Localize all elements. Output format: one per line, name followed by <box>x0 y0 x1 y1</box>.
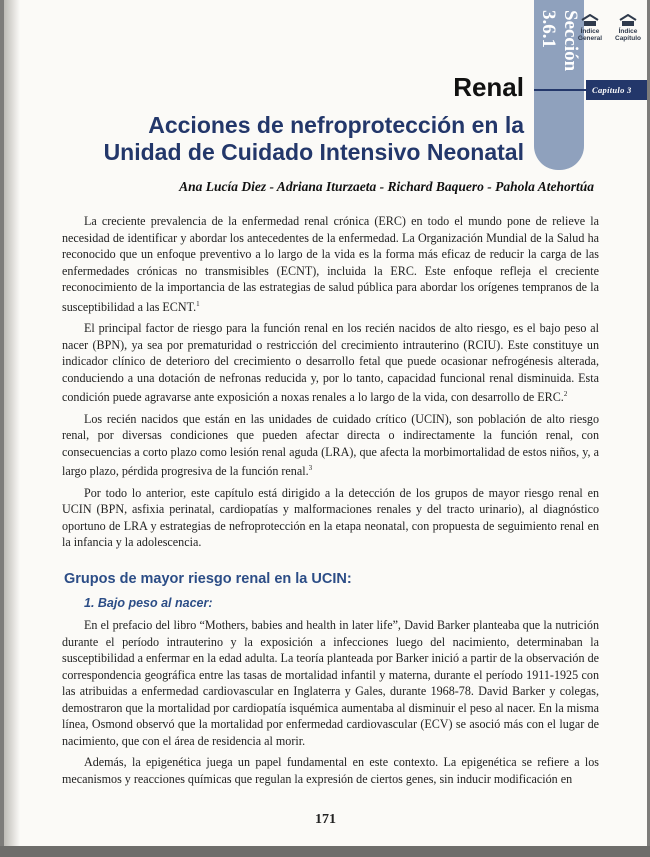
section-label: Sección 3.6.1 <box>538 10 581 72</box>
paragraph: El principal factor de riesgo para la función renal en los recién nacidos de alto riesgo, es el bajo peso al nacer (BPN), ya sea por prematuridad o restricción del crecimiento intrauterino (RCIU). Este constituye un indicador clínico de deterioro del crecimiento o desarrollo fetal que puede ocasionar nefrogénesis alterada, conduciendo a una dotación de nefronas reducida y, por lo tanto, capacidad funcional renal disminuida. Esta condición puede agravarse ante exposición a noxas renales a lo largo de la vida, con desarrollo de ERC.$^2$ <box>62 321 599 405</box>
chapter-label: Capítulo 3 <box>586 80 647 100</box>
general-index-button[interactable] <box>572 14 608 42</box>
category-title: Renal <box>453 72 524 102</box>
section-heading: Grupos de mayor riesgo renal en la UCIN: <box>64 571 352 587</box>
page-number: 171 <box>315 812 336 827</box>
paragraph: La creciente prevalencia de la enfermedad renal crónica (ERC) en todo el mundo pone de relieve la necesidad de identificar y abordar los antecedentes de la enfermedad. La Organización Mundial de la Salud ha reconocido que un enfoque preventivo a lo largo de la vida es la forma más eficaz de reducir la carga de las enfermedades crónicas no transmisibles (ECNT), incluida la ERC. Este enfoque refleja el creciente reconocimiento de la importancia de las estrategias de salud pública para abordar los orígenes tempranos de la susceptibilidad a las ECNT.$^1$ <box>62 214 599 314</box>
intro-section <box>62 213 599 556</box>
page-title <box>64 112 524 166</box>
paragraph: En el prefacio del libro “Mothers, babies and health in later life”, David Barker planteaba que la nutrición durante el período intrauterino y la exposición a infecciones luego del nacimiento, determinaban la susceptibilidad a enfermar en la edad adulta. La teoría planteada por Barker inició a partir de la observación de correspondencia geográfica entre las tasas de mortalidad infantil y materna, durante el período 1911-1925 con las atribuidas a enfermedad cardiovascular en Inglaterra y Gales, durante 1968-78. David Barker y colegas, demostraron que la mortalidad por cardiopatía isquémica aumentaba al disminuir el peso al nacer. En la misma línea, Osmond observó que la mortalidad por enfermedad cardiovascular (ECV) se asoció más con el lugar de nacimiento, que con el área de residencia al morir. <box>62 618 599 748</box>
index-home-icon <box>580 14 600 27</box>
paragraph: Los recién nacidos que están en las unidades de cuidado crítico (UCIN), son población de alto riesgo renal, por diversas condiciones que pueden afectar directa o indirectamente la función renal, con consecuencias a corto plazo como lesión renal aguda (LRA), que afecta la morbimortalidad de estos niños, y, a largo plazo, pérdida progresiva de la función renal.$^3$ <box>62 411 599 479</box>
page-bottom-edge <box>0 846 650 857</box>
page-gutter-shadow <box>4 0 20 846</box>
chapter-index-button[interactable] <box>610 14 646 42</box>
title-line-2: Unidad de Cuidado Intensivo Neonatal <box>103 139 524 165</box>
low-birth-weight-section <box>62 617 599 792</box>
chapter-index-label: Índice Capítulo <box>615 28 641 42</box>
paragraph: Por todo lo anterior, este capítulo está dirigido a la detección de los grupos de mayor riesgo renal en UCIN (BPN, asfixia perinatal, cardiopatías y malformaciones renales y del tracto urinario), al diagnóstico oportuno de LRA y estrategias de nefroprotección en la etapa neonatal, con propuesta de seguimiento renal en la infancia y la adolescencia. <box>62 485 599 550</box>
sub-heading: 1. Bajo peso al nacer: <box>84 596 213 610</box>
index-home-icon <box>618 14 638 27</box>
paragraph: Además, la epigenética juega un papel fundamental en este contexto. La epigenética se refiere a los mecanismos y reacciones químicas que regulan la expresión de ciertos genes, sin inducir modificación en <box>62 755 599 786</box>
title-line-1: Acciones de nefroprotección en la <box>148 112 524 138</box>
document-page <box>4 0 647 846</box>
authors: Ana Lucía Diez - Adriana Iturzaeta - Richard Baquero - Pahola Atehortúa <box>179 179 594 194</box>
general-index-label: Índice General <box>577 28 603 42</box>
